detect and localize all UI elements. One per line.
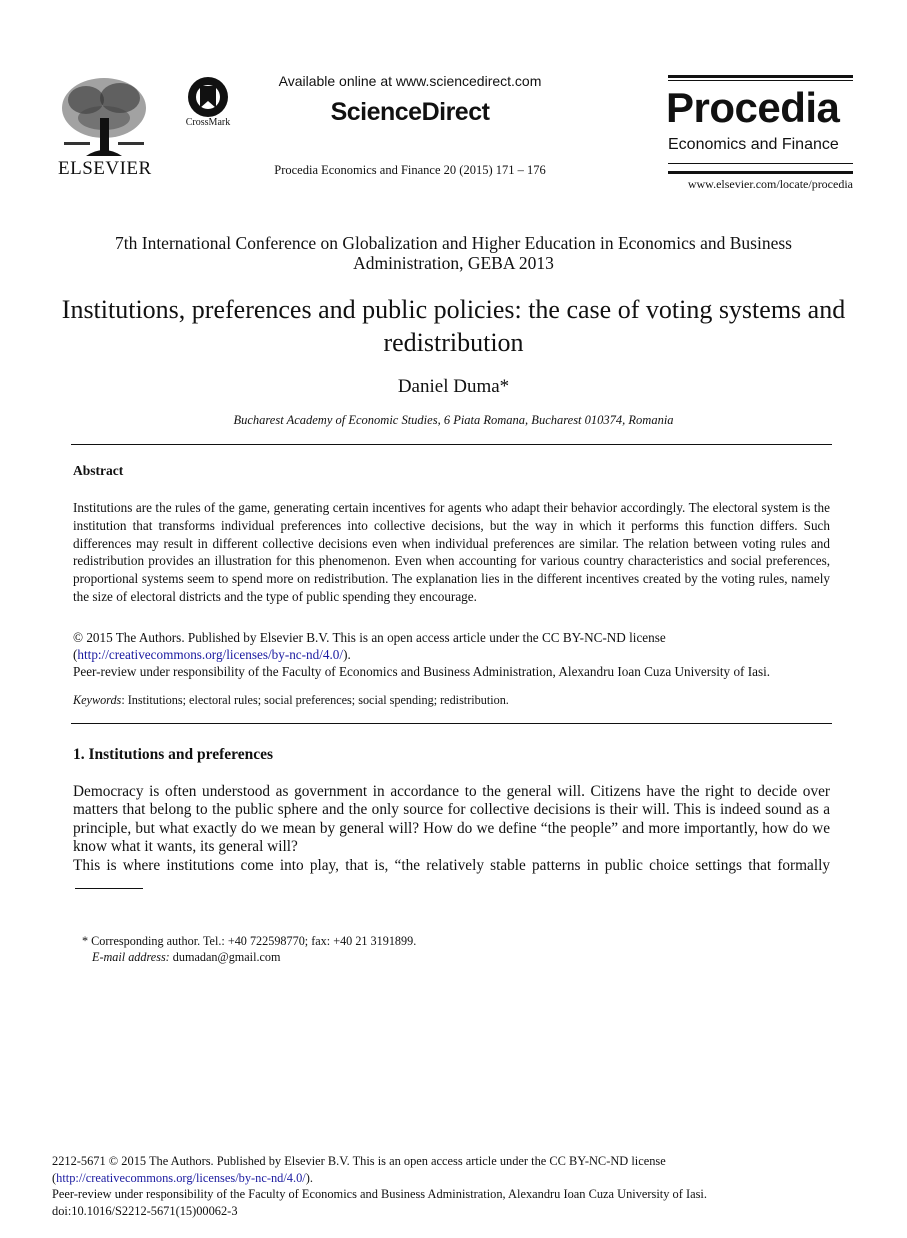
paper-title: Institutions, preferences and public policies: the case of voting systems and redistribution bbox=[61, 295, 846, 357]
publisher-name: ELSEVIER bbox=[58, 158, 152, 179]
procedia-rule bbox=[668, 171, 853, 174]
footer-peer-review: Peer-review under responsibility of the Faculty of Economics and Business Administration, Alexandru Ioan Cuza University of Iasi. bbox=[52, 1187, 707, 1202]
procedia-title: Procedia bbox=[666, 84, 840, 131]
email-line bbox=[82, 949, 782, 965]
keywords-line bbox=[73, 693, 830, 708]
footer-url-open: ( bbox=[52, 1170, 57, 1185]
keywords-list: : Institutions; electoral rules; social preferences; social spending; redistribution. bbox=[121, 693, 509, 707]
license-line: © 2015 The Authors. Published by Elsevier B.V. This is an open access article under the CC BY-NC-ND license bbox=[73, 630, 666, 645]
license-block bbox=[73, 629, 830, 681]
conference-name: 7th International Conference on Globalization and Higher Education in Economics and Business Administration, GEBA 2013 bbox=[115, 233, 792, 273]
section-body bbox=[73, 783, 830, 875]
keywords-label: Keywords bbox=[73, 693, 122, 707]
author-name: Daniel Duma* bbox=[397, 376, 510, 397]
peer-review-note: Peer-review under responsibility of the Faculty of Economics and Business Administration, Alexandru Ioan Cuza University of Iasi. bbox=[73, 664, 771, 680]
section-heading: 1. Institutions and preferences bbox=[73, 746, 274, 763]
footer-url-line bbox=[52, 1170, 852, 1187]
license-url-line bbox=[73, 646, 830, 663]
procedia-rule bbox=[668, 75, 853, 78]
procedia-rule bbox=[668, 80, 853, 81]
email-address[interactable]: dumadan@gmail.com bbox=[169, 950, 281, 964]
divider bbox=[71, 723, 832, 724]
abstract-heading: Abstract bbox=[73, 463, 124, 478]
page-footer bbox=[52, 1153, 852, 1219]
license-url-link[interactable]: http://creativecommons.org/licenses/by-nc-nd/4.0/ bbox=[77, 647, 344, 663]
crossmark-label: CrossMark bbox=[185, 117, 231, 128]
available-online-text: Available online at www.sciencedirect.com bbox=[278, 73, 542, 89]
procedia-subtitle: Economics and Finance bbox=[668, 136, 839, 153]
journal-citation: Procedia Economics and Finance 20 (2015) 171 – 176 bbox=[274, 163, 546, 177]
procedia-rule bbox=[668, 163, 853, 164]
footer-url-close: ). bbox=[305, 1170, 313, 1185]
procedia-url-link[interactable]: www.elsevier.com/locate/procedia bbox=[687, 177, 853, 191]
footer-license-line: 2212-5671 © 2015 The Authors. Published by Elsevier B.V. This is an open access article under the CC BY-NC-ND license bbox=[52, 1154, 666, 1168]
author-affiliation: Bucharest Academy of Economic Studies, 6 Piata Romana, Bucharest 010374, Romania bbox=[233, 413, 674, 427]
footer-license-url-link[interactable]: http://creativecommons.org/licenses/by-nc-nd/4.0/ bbox=[56, 1170, 306, 1185]
footer-doi[interactable]: doi:10.1016/S2212-5671(15)00062-3 bbox=[52, 1203, 238, 1218]
corresponding-author-note: * Corresponding author. Tel.: +40 722598770; fax: +40 21 3191899. bbox=[82, 934, 417, 948]
body-paragraph: This is where institutions come into play, that is, “the relatively stable patterns in public choice settings that formally bbox=[73, 856, 830, 874]
email-label: E-mail address: bbox=[92, 950, 170, 964]
body-paragraph: Democracy is often understood as government in accordance to the general will. Citizens have the right to decide over matters that belong to the public sphere and the only source for collective decisions is their will. This is indeed sound as a principle, but what exactly do we mean by general will? How do we define “the people” and more importantly, how do we know what it wants, its general will? bbox=[73, 783, 830, 856]
license-url-open: ( bbox=[73, 647, 78, 663]
sciencedirect-logo: ScienceDirect bbox=[330, 98, 490, 126]
footnote-rule bbox=[75, 888, 143, 889]
divider bbox=[71, 444, 832, 445]
footnote bbox=[82, 933, 782, 965]
license-url-close: ). bbox=[343, 647, 351, 663]
abstract-text: Institutions are the rules of the game, generating certain incentives for agents who adapt their behavior accordingly. The electoral system is the institution that transforms individual preferences into collective decisions, but the way in which it performs this function differs. Such differences may result in different collective decisions even when individual preferences are similar. The relation between voting rules and redistribution provides an illustration for this phenomenon. Even when accounting for various country characteristics and social preferences, proportional systems seem to spend more on redistribution. The explanation lies in the different incentives created by the voting rules, namely the size of electoral districts and the type of public spending they encourage. bbox=[73, 500, 830, 604]
